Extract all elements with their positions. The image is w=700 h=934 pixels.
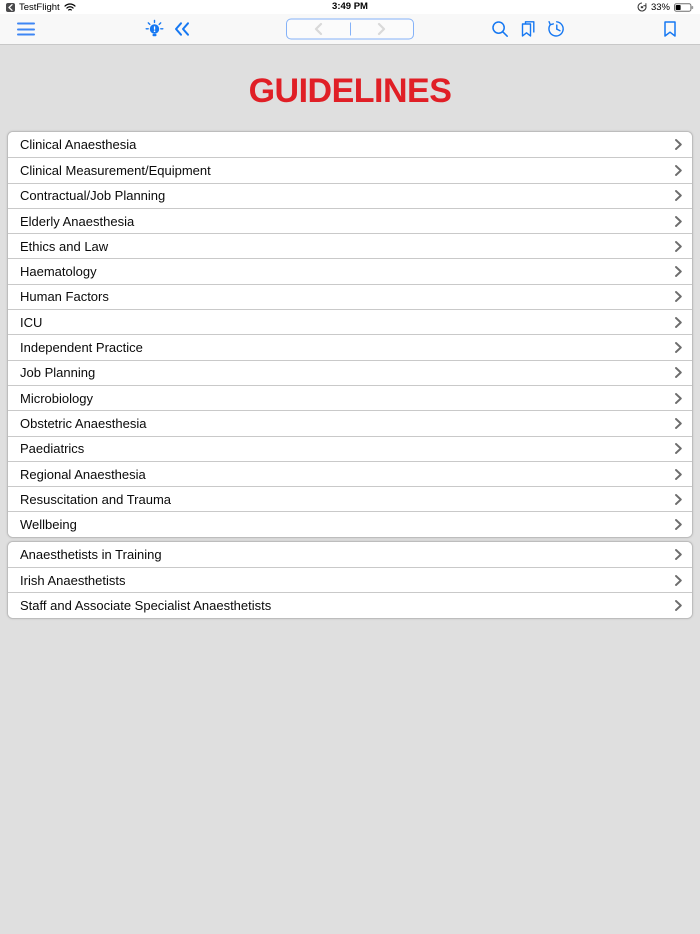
toolbar: [0, 14, 700, 45]
list-item-label: Obstetric Anaesthesia: [20, 415, 147, 431]
list-item-label: ICU: [20, 314, 43, 330]
status-bar: [0, 0, 700, 14]
orientation-lock-icon: [637, 2, 647, 12]
status-right-cluster: [637, 0, 694, 14]
list-item-label: Paediatrics: [20, 441, 85, 457]
bookmark-ribbon-icon[interactable]: [663, 21, 677, 38]
bookmarks-icon[interactable]: [519, 20, 537, 38]
nav-back-button[interactable]: [287, 23, 351, 36]
battery-icon: [674, 3, 694, 12]
list-item[interactable]: [8, 183, 692, 208]
chevron-right-icon: [675, 216, 682, 227]
menu-icon[interactable]: [17, 23, 35, 36]
list-item[interactable]: [8, 511, 692, 536]
list-item-label: Contractual/Job Planning: [20, 188, 166, 204]
chevron-right-icon: [675, 342, 682, 353]
page-title: GUIDELINES: [248, 72, 452, 110]
guidelines-section-specialties: [7, 131, 693, 538]
chevron-right-icon: [675, 165, 682, 176]
chevron-right-icon: [675, 575, 682, 586]
list-item[interactable]: [8, 567, 692, 592]
list-item-label: Clinical Measurement/Equipment: [20, 162, 211, 178]
list-item-label: Irish Anaesthetists: [20, 572, 126, 588]
page-nav-segmented-control: [286, 19, 414, 40]
battery-percent-label: 33%: [650, 1, 670, 13]
nav-forward-button[interactable]: [351, 23, 414, 36]
list-item-label: Job Planning: [20, 365, 96, 381]
list-item[interactable]: [8, 592, 692, 617]
chevron-right-icon: [675, 469, 682, 480]
list-item[interactable]: [8, 157, 692, 182]
list-item-label: Independent Practice: [20, 340, 143, 356]
guidelines-section-groups: [7, 541, 693, 619]
chevron-right-icon: [675, 139, 682, 150]
collapse-double-chevron-icon[interactable]: [174, 22, 190, 37]
chevron-right-icon: [675, 418, 682, 429]
list-item-label: Resuscitation and Trauma: [20, 491, 172, 507]
list-item[interactable]: [8, 334, 692, 359]
list-item-label: Staff and Associate Specialist Anaesthetists: [20, 597, 272, 613]
list-item[interactable]: [8, 233, 692, 258]
list-item[interactable]: [8, 360, 692, 385]
chevron-right-icon: [675, 443, 682, 454]
list-item[interactable]: [8, 486, 692, 511]
main-content: [0, 45, 700, 934]
list-item-label: Regional Anaesthesia: [20, 466, 146, 482]
list-item[interactable]: [8, 284, 692, 309]
search-icon[interactable]: [491, 20, 509, 38]
list-item-label: Anaesthetists in Training: [20, 546, 162, 562]
list-item-label: Ethics and Law: [20, 238, 109, 254]
tips-bulb-icon[interactable]: [145, 20, 164, 39]
list-item[interactable]: [8, 542, 692, 567]
back-app-label: TestFlight: [19, 1, 60, 13]
list-item[interactable]: [8, 436, 692, 461]
chevron-right-icon: [675, 241, 682, 252]
list-item-label: Wellbeing: [20, 517, 77, 533]
chevron-right-icon: [675, 367, 682, 378]
chevron-right-icon: [675, 190, 682, 201]
chevron-right-icon: [675, 494, 682, 505]
chevron-right-icon: [675, 266, 682, 277]
list-item-label: Haematology: [20, 264, 97, 280]
chevron-right-icon: [675, 317, 682, 328]
chevron-right-icon: [675, 600, 682, 611]
list-item-label: Microbiology: [20, 390, 93, 406]
list-item-label: Elderly Anaesthesia: [20, 213, 135, 229]
chevron-right-icon: [675, 519, 682, 530]
list-item[interactable]: [8, 258, 692, 283]
chevron-right-icon: [675, 393, 682, 404]
list-item[interactable]: [8, 132, 692, 157]
list-item-label: Clinical Anaesthesia: [20, 137, 137, 153]
chevron-right-icon: [675, 549, 682, 560]
list-item[interactable]: [8, 385, 692, 410]
history-icon[interactable]: [546, 20, 566, 39]
list-item[interactable]: [8, 208, 692, 233]
list-item-label: Human Factors: [20, 289, 109, 305]
clock-time: 3:49 PM: [332, 1, 368, 12]
list-item[interactable]: [8, 309, 692, 334]
chevron-right-icon: [675, 291, 682, 302]
guidelines-lists: [0, 131, 700, 619]
list-item[interactable]: [8, 410, 692, 435]
list-item[interactable]: [8, 461, 692, 486]
